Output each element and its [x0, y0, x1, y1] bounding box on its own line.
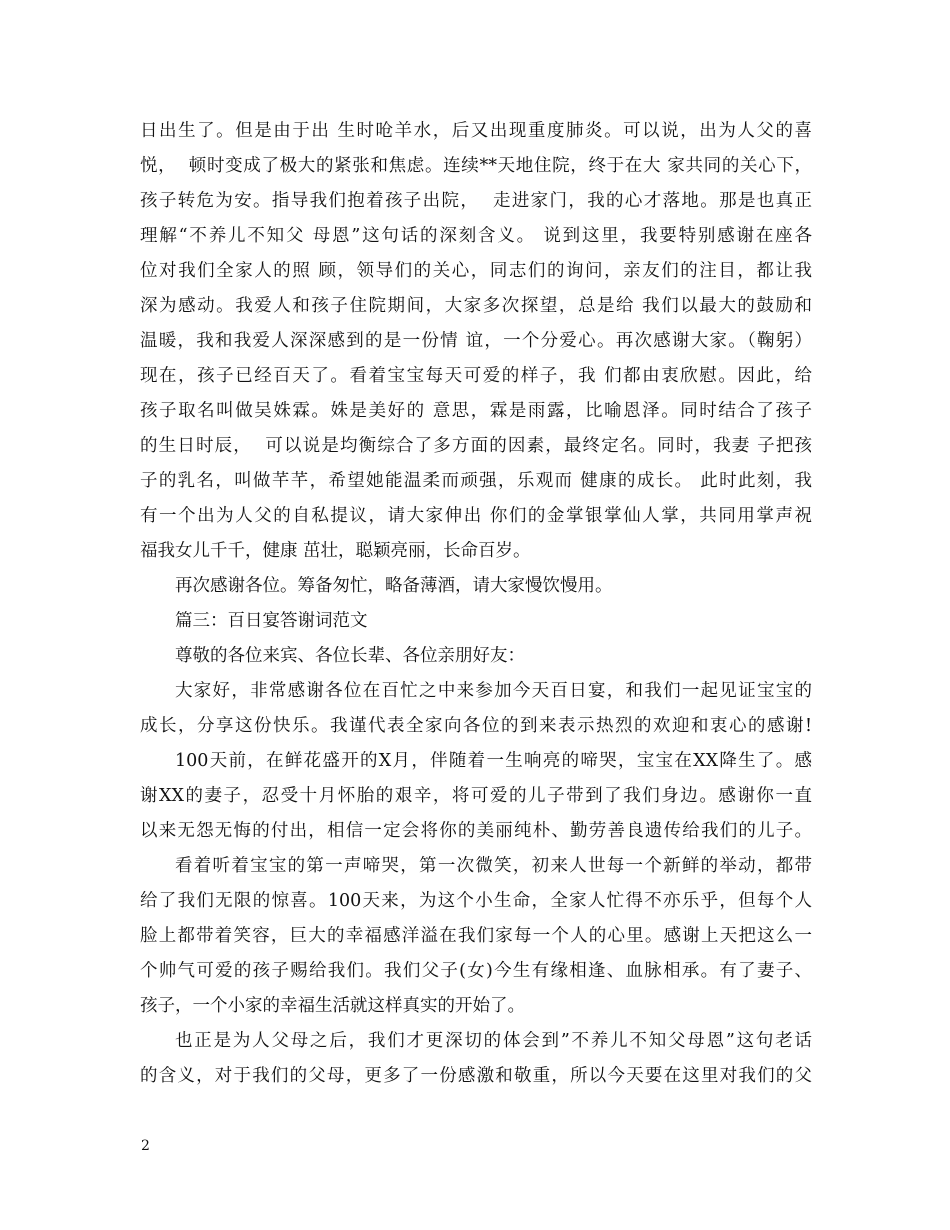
text-line: 日出生了。但是由于出 生时呛羊水，后又出现重度肺炎。可以说，出为人父的喜 [140, 121, 812, 141]
section-heading: 篇三：百日宴答谢词范文 [175, 611, 368, 631]
text-line: 福我女儿千千，健康 茁壮，聪颖亮丽，长命百岁。 [140, 541, 531, 561]
text-line: 理解“不养儿不知父 母恩”这句话的深刻含义。 说到这里，我要特别感谢在座各 [140, 226, 812, 246]
text-line: 深为感动。我爱人和孩子住院期间，大家多次探望，总是给 我们以最大的鼓励和 [140, 296, 812, 316]
text-line: 温暖，我和我爱人深深感到的是一份情 谊，一个分爱心。再次感谢大家。（鞠躬） [140, 331, 812, 351]
text-line: 位对我们全家人的照 顾，领导们的关心，同志们的询问，亲友们的注目，都让我 [140, 261, 812, 281]
paragraph-first-line: 再次感谢各位。筹备匆忙，略备薄酒，请大家慢饮慢用。 [175, 576, 613, 596]
paragraph-first-line: 大家好，非常感谢各位在百忙之中来参加今天百日宴，和我们一起见证宝宝的 [175, 681, 812, 701]
text-line: 的生日时辰， 可以说是均衡综合了多方面的因素，最终定名。同时，我妻 子把孩 [140, 436, 812, 456]
text-line: 以来无怨无悔的付出，相信一定会将你的美丽纯朴、勤劳善良遗传给我们的儿子。 [140, 821, 812, 841]
text-line: 孩子取名叫做吴姝霖。姝是美好的 意思，霖是雨露，比喻恩泽。同时结合了孩子 [140, 401, 812, 421]
text-line: 有一个出为人父的自私提议，请大家伸出 你们的金掌银掌仙人掌，共同用掌声祝 [140, 506, 812, 526]
paragraph-first-line: 也正是为人父母之后，我们才更深切的体会到”不养儿不知父母恩”这句老话 [175, 1031, 812, 1051]
text-line: 悦， 顿时变成了极大的紧张和焦虑。连续**天地住院，终于在大 家共同的关心下， [140, 156, 812, 176]
page-number: 2 [141, 1138, 150, 1154]
body-text [140, 114, 812, 1094]
text-line: 的含义，对于我们的父母，更多了一份感激和敬重，所以今天要在这里对我们的父 [140, 1066, 812, 1086]
salutation: 尊敬的各位来宾、各位长辈、各位亲朋好友： [175, 646, 525, 666]
text-line: 孩子，一个小家的幸福生活就这样真实的开始了。 [140, 996, 525, 1016]
text-line: 成长，分享这份快乐。我谨代表全家向各位的到来表示热烈的欢迎和衷心的感谢! [140, 716, 812, 736]
text-line: 个帅气可爱的孩子赐给我们。我们父子(女)今生有缘相逢、血脉相承。有了妻子、 [140, 961, 812, 981]
text-line: 脸上都带着笑容，巨大的幸福感洋溢在我们家每一个人的心里。感谢上天把这么一 [140, 926, 812, 946]
text-line: 谢XX的妻子，忍受十月怀胎的艰辛，将可爱的儿子带到了我们身边。感谢你一直 [140, 786, 812, 806]
text-line: 子的乳名，叫做芊芊，希望她能温柔而顽强，乐观而 健康的成长。 此时此刻，我 [140, 471, 812, 491]
paragraph-first-line: 100天前，在鲜花盛开的X月，伴随着一生响亮的啼哭，宝宝在XX降生了。感 [175, 751, 812, 771]
text-line: 给了我们无限的惊喜。100天来，为这个小生命，全家人忙得不亦乐乎，但每个人 [140, 891, 812, 911]
text-line: 孩子转危为安。指导我们抱着孩子出院， 走进家门，我的心才落地。那是也真正 [140, 191, 812, 211]
paragraph-first-line: 看着听着宝宝的第一声啼哭，第一次微笑，初来人世每一个新鲜的举动，都带 [175, 856, 812, 876]
text-line: 现在，孩子已经百天了。看着宝宝每天可爱的样子，我 们都由衷欣慰。因此，给 [140, 366, 812, 386]
